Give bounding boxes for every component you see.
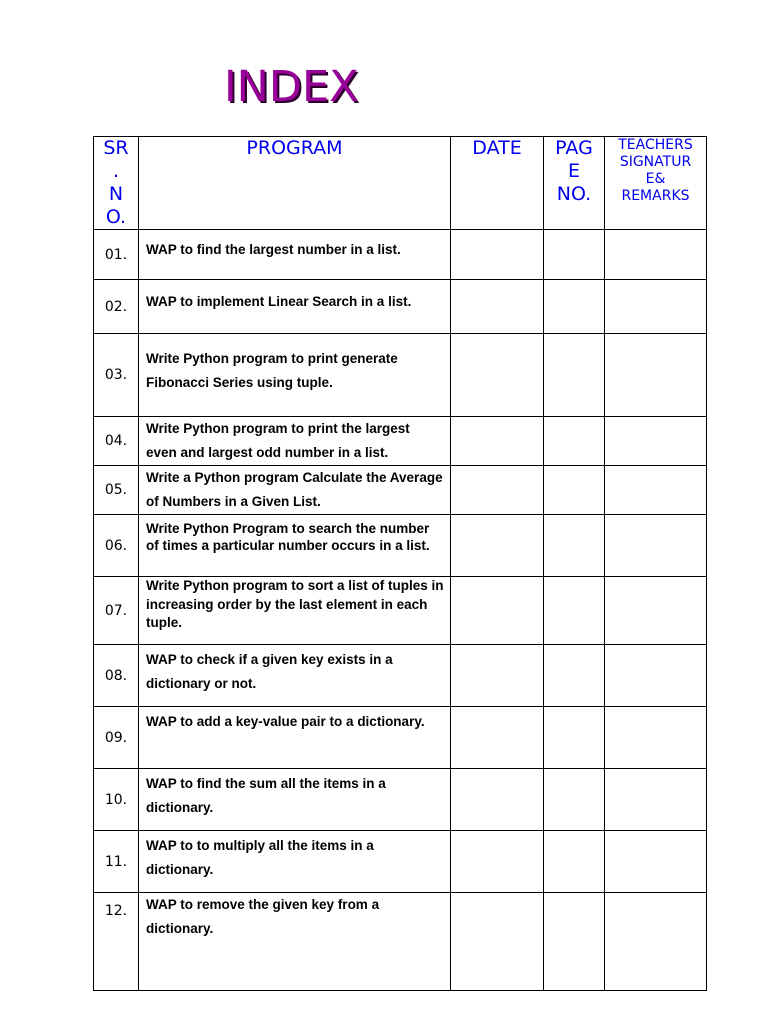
- sr-cell: 12.: [94, 893, 139, 991]
- table-row: [94, 334, 707, 417]
- program-cell: WAP to implement Linear Search in a list.: [139, 280, 451, 334]
- header-row: [94, 137, 707, 230]
- date-cell: [451, 577, 544, 645]
- index-table: [93, 136, 707, 991]
- program-cell: Write Python program to sort a list of tuples in increasing order by the last element in each tuple.: [139, 577, 451, 645]
- table-row: [94, 515, 707, 577]
- remarks-cell: [605, 466, 707, 515]
- date-cell: [451, 645, 544, 707]
- header-program: PROGRAM: [139, 137, 451, 230]
- header-sr-line: O.: [105, 206, 127, 228]
- remarks-cell: [605, 707, 707, 769]
- table-row: [94, 707, 707, 769]
- table-row: [94, 466, 707, 515]
- remarks-cell: [605, 577, 707, 645]
- sr-cell: 10.: [94, 769, 139, 831]
- remarks-cell: [605, 645, 707, 707]
- header-teachers-line: TEACHERS: [618, 137, 693, 153]
- header-teachers-line: SIGNATUR: [619, 154, 692, 170]
- header-teachers-line: REMARKS: [621, 188, 690, 204]
- date-cell: [451, 230, 544, 280]
- program-cell: WAP to check if a given key exists in a dictionary or not.: [139, 645, 451, 707]
- sr-cell: 07.: [94, 577, 139, 645]
- date-cell: [451, 515, 544, 577]
- sr-cell: 03.: [94, 334, 139, 417]
- remarks-cell: [605, 334, 707, 417]
- remarks-cell: [605, 893, 707, 991]
- header-sr-line: SR: [103, 137, 129, 159]
- sr-cell: 02.: [94, 280, 139, 334]
- date-cell: [451, 417, 544, 466]
- table-row: [94, 417, 707, 466]
- table-row: [94, 831, 707, 893]
- program-cell: WAP to to multiply all the items in a dictionary.: [139, 831, 451, 893]
- header-page-line: PAG: [555, 137, 593, 159]
- page-cell: [544, 707, 605, 769]
- date-cell: [451, 769, 544, 831]
- table-row: [94, 893, 707, 991]
- header-page-line: NO.: [556, 183, 592, 205]
- page-cell: [544, 645, 605, 707]
- program-cell: Write Python program to print generate Fibonacci Series using tuple.: [139, 334, 451, 417]
- page-title: INDEX: [224, 62, 359, 112]
- header-sr-line: .: [112, 160, 120, 182]
- remarks-cell: [605, 230, 707, 280]
- header-date: DATE: [451, 137, 544, 230]
- header-page-no: [544, 137, 605, 230]
- program-cell: Write a Python program Calculate the Average of Numbers in a Given List.: [139, 466, 451, 515]
- date-cell: [451, 893, 544, 991]
- table-row: [94, 230, 707, 280]
- header-sr-no: [94, 137, 139, 230]
- program-cell: WAP to find the sum all the items in a dictionary.: [139, 769, 451, 831]
- page-cell: [544, 334, 605, 417]
- table-row: [94, 769, 707, 831]
- program-cell: Write Python program to print the largest even and largest odd number in a list.: [139, 417, 451, 466]
- sr-cell: 05.: [94, 466, 139, 515]
- page-cell: [544, 769, 605, 831]
- date-cell: [451, 280, 544, 334]
- remarks-cell: [605, 280, 707, 334]
- page-cell: [544, 230, 605, 280]
- page-cell: [544, 577, 605, 645]
- page-cell: [544, 466, 605, 515]
- program-cell: WAP to add a key-value pair to a dictionary.: [139, 707, 451, 769]
- header-teachers-remarks: [605, 137, 707, 230]
- date-cell: [451, 466, 544, 515]
- sr-cell: 01.: [94, 230, 139, 280]
- header-sr-line: N: [108, 183, 124, 205]
- table-row: [94, 645, 707, 707]
- date-cell: [451, 334, 544, 417]
- sr-cell: 06.: [94, 515, 139, 577]
- sr-cell: 11.: [94, 831, 139, 893]
- table-row: [94, 577, 707, 645]
- header-page-line: E: [567, 160, 580, 182]
- page-cell: [544, 515, 605, 577]
- sr-cell: 09.: [94, 707, 139, 769]
- sr-cell: 04.: [94, 417, 139, 466]
- page-cell: [544, 280, 605, 334]
- page-cell: [544, 417, 605, 466]
- remarks-cell: [605, 769, 707, 831]
- page-cell: [544, 893, 605, 991]
- sr-cell: 08.: [94, 645, 139, 707]
- remarks-cell: [605, 515, 707, 577]
- date-cell: [451, 707, 544, 769]
- program-cell: WAP to find the largest number in a list.: [139, 230, 451, 280]
- remarks-cell: [605, 417, 707, 466]
- page-cell: [544, 831, 605, 893]
- remarks-cell: [605, 831, 707, 893]
- header-teachers-line: E&: [645, 171, 666, 187]
- date-cell: [451, 831, 544, 893]
- program-cell: Write Python Program to search the number of times a particular number occurs in a list.: [139, 515, 451, 577]
- program-cell: WAP to remove the given key from a dictionary.: [139, 893, 451, 991]
- table-row: [94, 280, 707, 334]
